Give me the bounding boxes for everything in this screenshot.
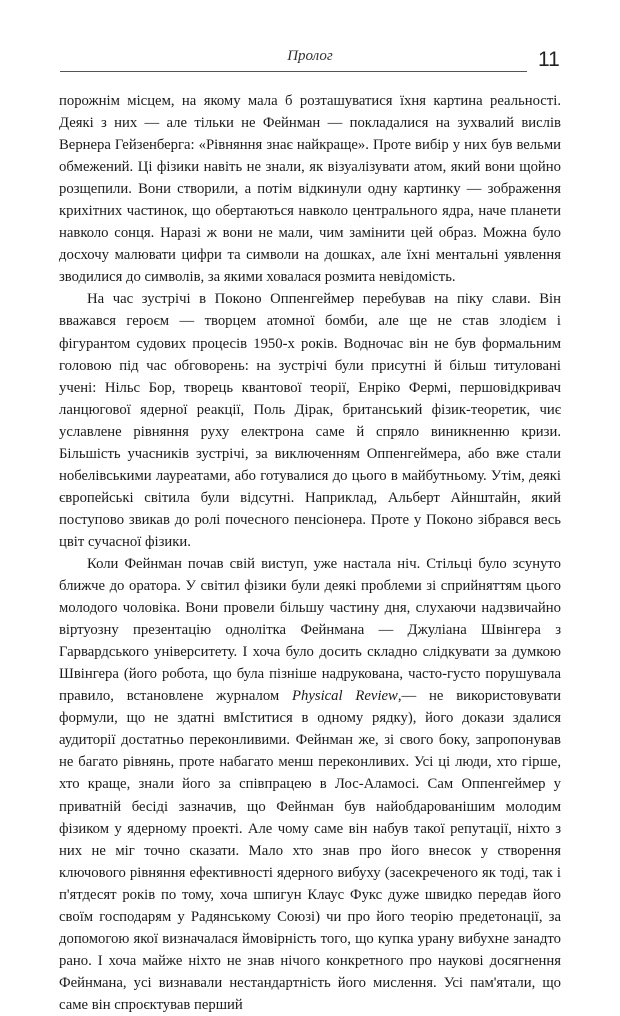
paragraph-1: порожнім місцем, на якому мала б розташуватися їхня картина реальності. Деякі з них — але тільки не Фейнман — покладалися на зухвалий вислів Вернера Гейзенберга: «Рівняння знає найкраще». Проте вибір у них був вельми обмежений. Ці фізики навіть не знали, як візуалізувати атом, який вони щойно розщепили. Вони створили, а потім відкинули одну картинку — зображення крихітних частинок, що обертаються навколо центрального ядра, наче планети навколо сонця. Наразі ж вони не мали, чим замінити цей образ. Можна було досхочу малювати цифри та символи на дошках, але їхні ментальні уявлення зводилися до символів, за якими ховалася розмита невідомість. xyxy=(59,93,561,286)
paragraph-3-part-2: ,— не використовувати формули, що не здатні вмІститися в одному рядку), його докази здалися аудиторії достатньо переконливими. Фейнман же, зі свого боку, запропонував не багато рівнянь, проте набагато менш переконливих. Усі ці люди, хто гірше, хто краще, знали його за співпрацею в Лос-Аламосі. Сам Оппенгеймер у приватній бесіді зазначив, що Фейнман був найобдарованішим молодим фізиком у ядерному проекті. Але чому саме він набув такої репутації, ніхто з них не міг точно сказати. Мало хто знав про його внесок у створення ключового рівняння ефективності ядерного вибуху (засекреченого як тоді, так і п'ятдесят років по тому, хоча шпигун Клаус Фукс дуже швидко передав його своїм господарям у Радянському Союзі) чи про його теорію предетонації, за допомогою якої визначалася ймовірність того, що купка урану вибухне занадто рано. І хоча майже ніхто не знав нічого конкретного про наукові досягнення Фейнмана, усі визнавали нестандартність його мислення. Усі пам'ятали, що саме він спроєктував перший xyxy=(59,688,561,1013)
journal-title: Physical Review xyxy=(292,688,398,705)
paragraph-3-part-1: Коли Фейнман почав свій виступ, уже настала ніч. Стільці було зсунуто ближче до оратора. У світил фізики були деякі проблеми зі сприйняттям цього молодого чоловіка. Вони провели більшу частину дня, слухаючи надзвичайно віртуозну презентацію однолітка Фейнмана — Джуліана Швінгера з Гарвардського університету. І хоча було досить складно слідкувати за думкою Швінгера (його робота, що була пізніше надрукована, часто-густо порушувала правило, встановлене журналом xyxy=(59,555,561,705)
paragraph-3 xyxy=(59,553,561,1016)
running-header xyxy=(60,46,560,74)
header-divider xyxy=(60,71,527,72)
chapter-title: Пролог xyxy=(287,48,333,64)
paragraph-2: На час зустрічі в Поконо Оппенгеймер перебував на піку слави. Він вважався героєм — творцем атомної бомби, але ще не став злодієм і фігурантом судових процесів 1950-х років. Водночас він не був формальним головою під час обговорень: на зустрічі були присутні й більш титуловані учені: Нільс Бор, творець квантової теорії, Енріко Фермі, першовідкривач ланцюгової ядерної реакції, Поль Дірак, британський фізик-теоретик, чиє уславлене рівняння руху електрона саме й спряло виникненню кризи. Більшість учасників зустрічі, за виключенням Оппенгеймера, або вже стали нобелівськими лауреатами, або готувалися до цього в майбутньому. Утім, деякі європейські світила були відсутні. Наприклад, Альберт Айнштайн, який поступово звикав до ролі почесного пенсіонера. Проте у Поконо зібрався весь цвіт сучасної фізики. xyxy=(59,291,561,550)
page-number: 11 xyxy=(538,48,560,71)
page-body xyxy=(59,90,561,1016)
